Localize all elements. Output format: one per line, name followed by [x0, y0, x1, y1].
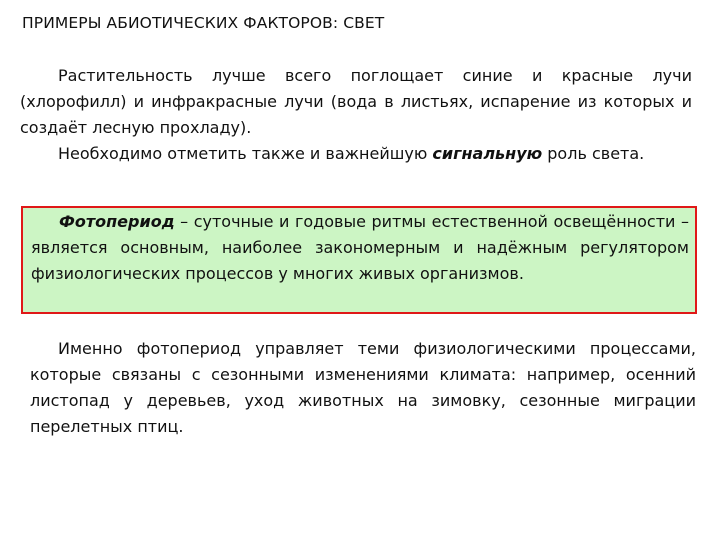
photoperiod-definition-text: – суточные и годовые ритмы естественной освещённости – является основным, наиболее закономерным и надёжным регулятором физиологических процессов у многих живых организмов.: [31, 212, 689, 283]
signal-emphasis: сигнальную: [432, 144, 543, 163]
paragraph-signal-role-after: роль света.: [542, 144, 645, 163]
paragraph-signal-role-before: Необходимо отметить также и важнейшую: [58, 144, 433, 163]
photoperiod-definition-box: [21, 206, 697, 314]
paragraph-signal-role: [20, 141, 692, 167]
photoperiod-definition: [31, 209, 689, 287]
page-title: ПРИМЕРЫ АБИОТИЧЕСКИХ ФАКТОРОВ: СВЕТ: [22, 14, 385, 32]
photoperiod-term: Фотопериод: [59, 212, 175, 231]
paragraph-light-absorption: Растительность лучше всего поглощает синие и красные лучи (хлорофилл) и инфракрасные лучи (вода в листьях, испарение из которых и создаёт лесную прохладу).: [20, 66, 692, 137]
paragraph-photoperiod-control: Именно фотопериод управляет теми физиологическими процессами, которые связаны с сезонными изменениями климата: например, осенний листопад у деревьев, уход животных на зимовку, сезонные миграции перелетных птиц.: [30, 339, 696, 436]
